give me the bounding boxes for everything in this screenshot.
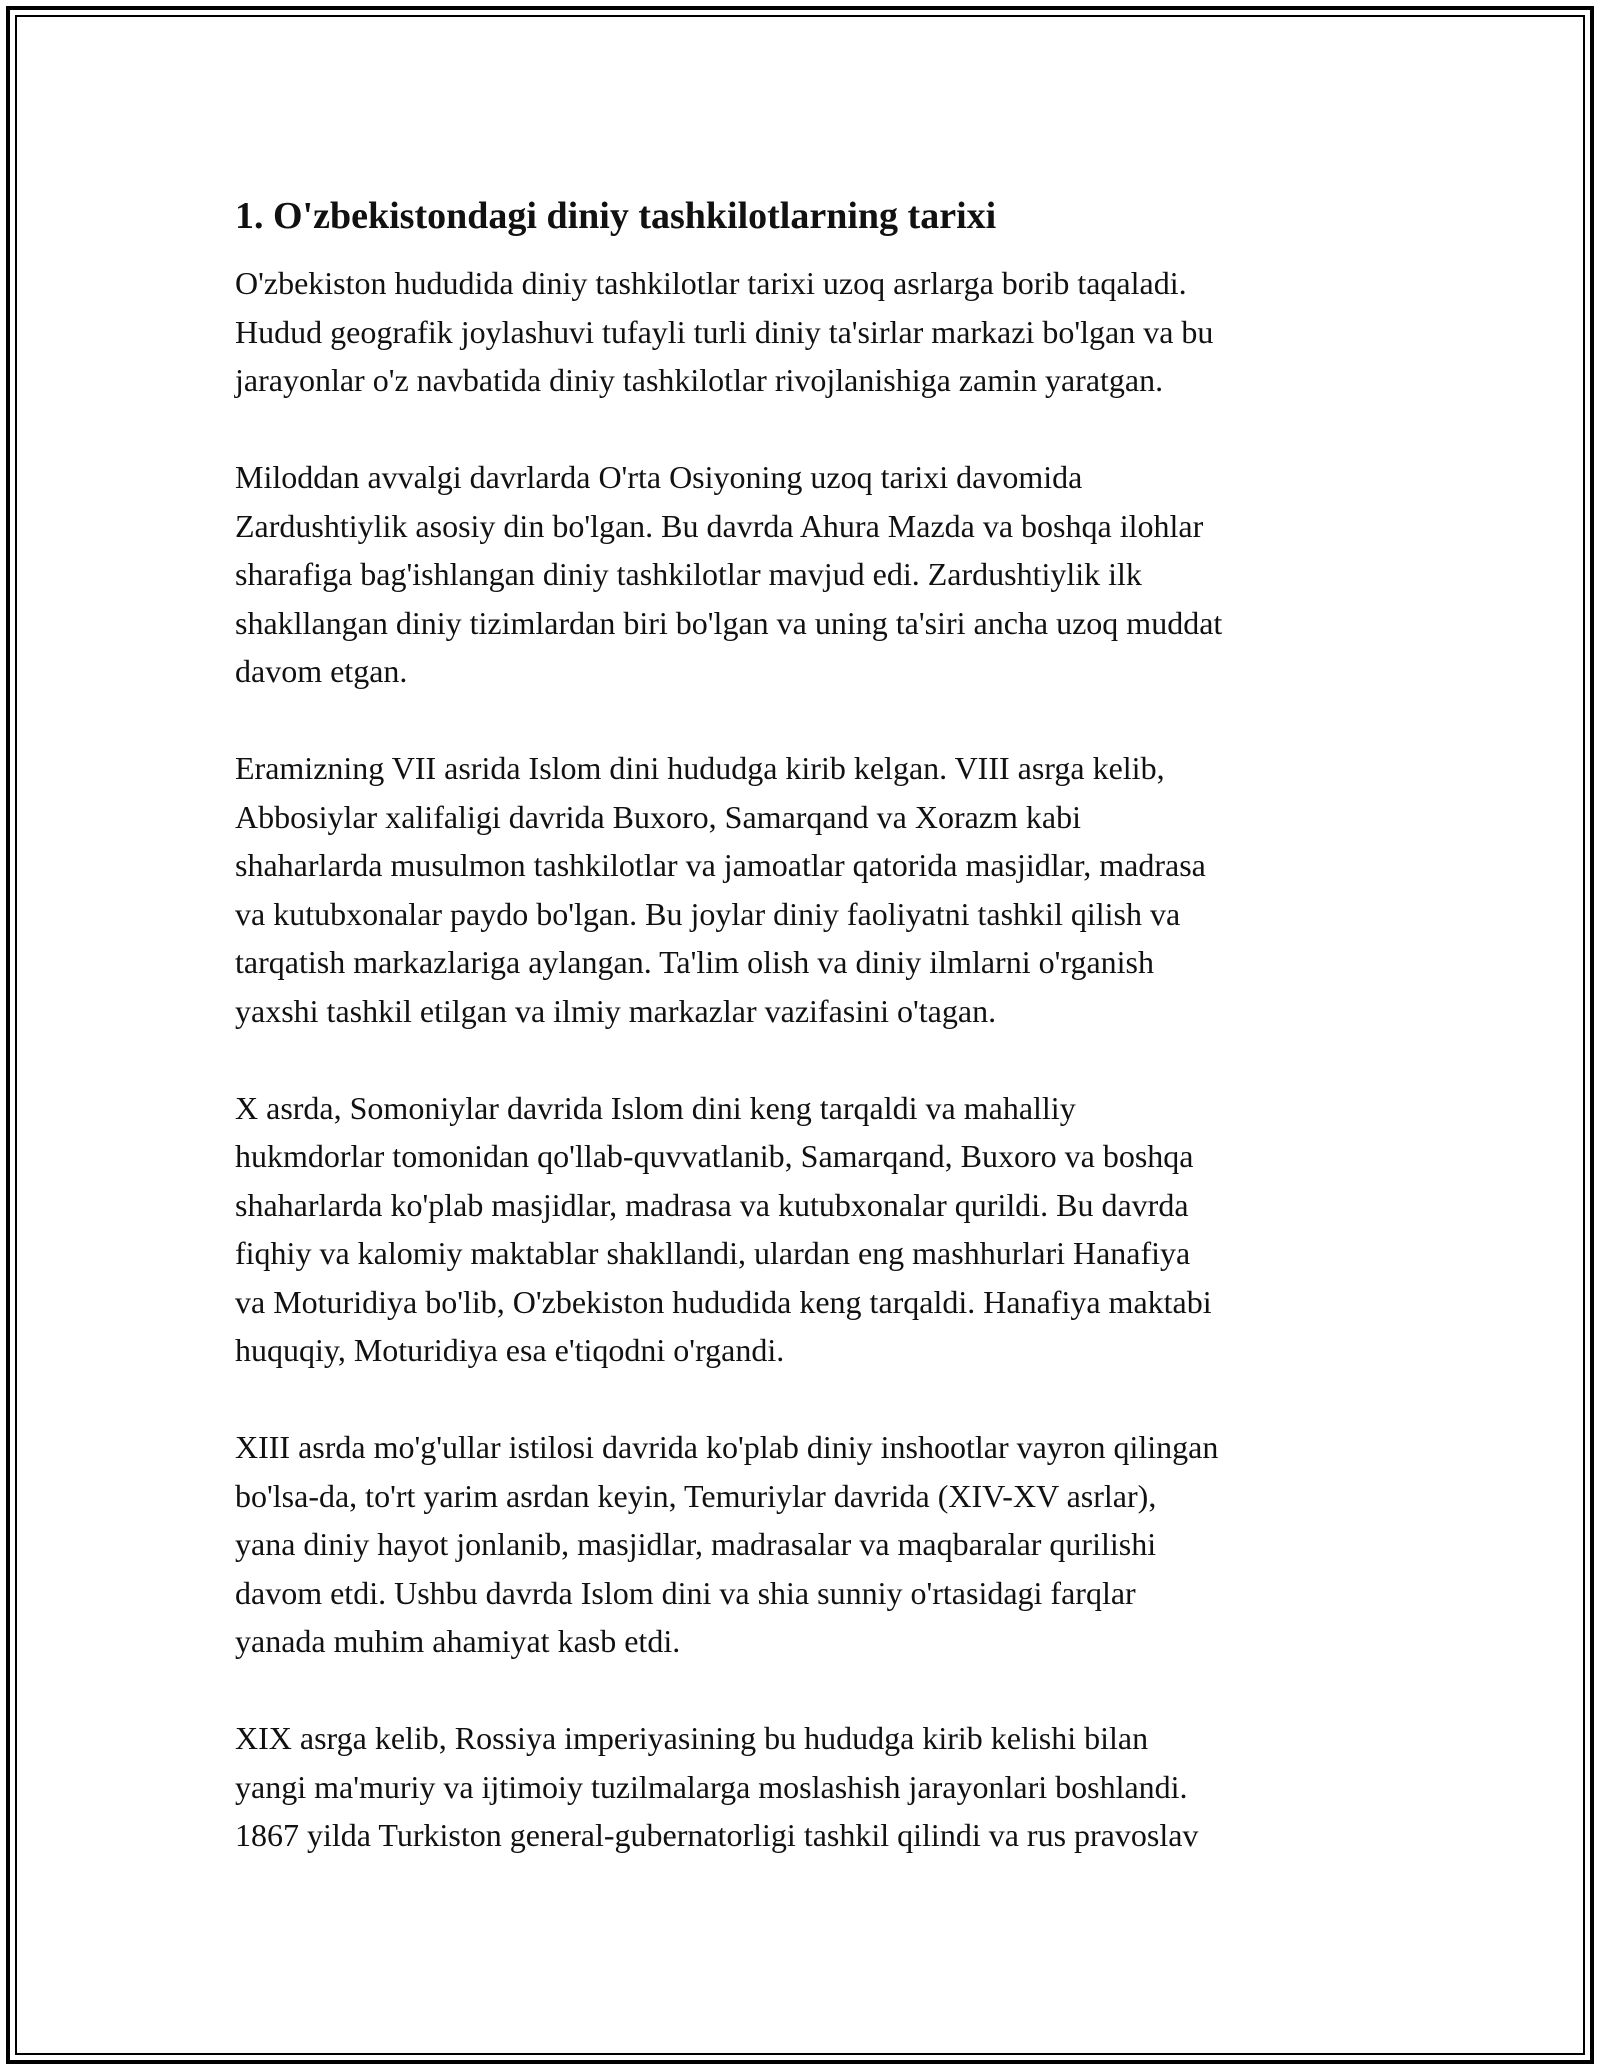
text-line: sharafiga bag'ishlangan diniy tashkilotlar mavjud edi. Zardushtiylik ilk <box>235 556 1142 592</box>
paragraph-1 <box>235 259 1370 405</box>
text-line: va kutubxonalar paydo bo'lgan. Bu joylar diniy faoliyatni tashkil qilish va <box>235 895 1181 932</box>
paragraph-5 <box>235 1423 1370 1666</box>
text-line: shaharlarda musulmon tashkilotlar va jamoatlar qatorida masjidlar, madrasa <box>235 847 1206 883</box>
text-line: yangi ma'muriy va ijtimoiy tuzilmalarga moslashish jarayonlari boshlandi. <box>235 1768 1188 1805</box>
text-line: shakllangan diniy tizimlardan biri bo'lgan va uning ta'siri ancha uzoq muddat <box>235 604 1223 641</box>
text-line: davom etgan. <box>235 653 408 689</box>
paragraph-2 <box>235 453 1370 696</box>
text-line: Eramizning VII asrida Islom dini hududga kirib kelgan. VIII asrga kelib, <box>235 750 1165 786</box>
text-line: X asrda, Somoniylar davrida Islom dini keng tarqaldi va mahalliy <box>235 1089 1076 1126</box>
text-line: davom etdi. Ushbu davrda Islom dini va shia sunniy o'rtasidagi farqlar <box>235 1574 1136 1611</box>
text-line: jarayonlar o'z navbatida diniy tashkilotlar rivojlanishiga zamin yaratgan. <box>235 362 1164 398</box>
paragraph-6 <box>235 1714 1370 1860</box>
text-line: yaxshi tashkil etilgan va ilmiy markazlar vazifasini o'tagan. <box>235 992 997 1029</box>
text-line: va Moturidiya bo'lib, O'zbekiston hududida keng tarqaldi. Hanafiya maktabi <box>235 1283 1212 1320</box>
text-line: yana diniy hayot jonlanib, masjidlar, madrasalar va maqbaralar qurilishi <box>235 1526 1157 1562</box>
text-line: yanada muhim ahamiyat kasb etdi. <box>235 1623 681 1659</box>
text-line: Hudud geografik joylashuvi tufayli turli diniy ta'sirlar markazi bo'lgan va bu <box>235 313 1214 350</box>
text-line: tarqatish markazlariga aylangan. Ta'lim olish va diniy ilmlarni o'rganish <box>235 944 1154 980</box>
text-line: 1867 yilda Turkiston general-gubernatorligi tashkil qilindi va rus pravoslav <box>235 1817 1199 1853</box>
section-heading: 1. O'zbekistondagi diniy tashkilotlarning tarixi <box>235 195 997 237</box>
text-line: XIX asrga kelib, Rossiya imperiyasining bu hududga kirib kelishi bilan <box>235 1720 1149 1756</box>
text-line: shaharlarda ko'plab masjidlar, madrasa va kutubxonalar qurildi. Bu davrda <box>235 1186 1189 1223</box>
text-line: bo'lsa-da, to'rt yarim asrdan keyin, Temuriylar davrida (XIV-XV asrlar), <box>235 1477 1157 1514</box>
document-body <box>235 188 1370 1908</box>
text-line: Abbosiylar xalifaligi davrida Buxoro, Samarqand va Xorazm kabi <box>235 798 1081 835</box>
text-line: huquqiy, Moturidiya esa e'tiqodni o'rgandi. <box>235 1332 785 1368</box>
text-line: hukmdorlar tomonidan qo'llab-quvvatlanib, Samarqand, Buxoro va boshqa <box>235 1138 1194 1174</box>
text-line: Zardushtiylik asosiy din bo'lgan. Bu davrda Ahura Mazda va boshqa ilohlar <box>235 507 1204 544</box>
text-line: fiqhiy va kalomiy maktablar shakllandi, ulardan eng mashhurlari Hanafiya <box>235 1235 1191 1271</box>
paragraph-3 <box>235 744 1370 1035</box>
text-line: Miloddan avvalgi davrlarda O'rta Osiyoning uzoq tarixi davomida <box>235 459 1083 495</box>
text-line: O'zbekiston hududida diniy tashkilotlar tarixi uzoq asrlarga borib taqaladi. <box>235 265 1187 301</box>
text-line: XIII asrda mo'g'ullar istilosi davrida ko'plab diniy inshootlar vayron qilingan <box>235 1429 1219 1465</box>
paragraph-4 <box>235 1084 1370 1375</box>
